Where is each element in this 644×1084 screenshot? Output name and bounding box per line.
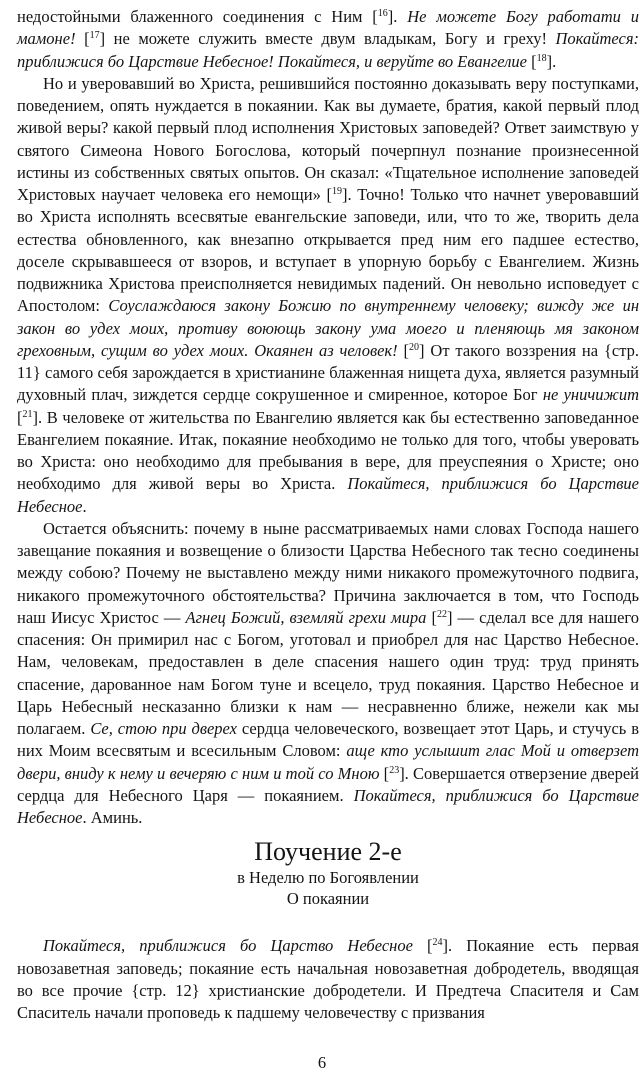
text-run: [ [526, 51, 537, 71]
footnote-ref[interactable]: 19 [331, 186, 342, 197]
footnote-ref[interactable]: 22 [436, 608, 447, 620]
footnote-ref[interactable]: 23 [389, 764, 400, 776]
scripture-quote: аще кто услышит глас Мой и отверзет двери, вниду к нему и вечеряю с ним и той со Мною [17, 741, 639, 783]
text-run: [ [426, 607, 437, 627]
scripture-quote: Покайтеся, приближися бо Царствие Небесное [17, 785, 639, 827]
text-run: ]. [546, 51, 557, 71]
text-run: ] — сделал все для нашего спасения: Он примирил нас с Богом, уготовал и приобрел для нас Царство Небесное. Нам, человекам, предоставлен в деле спасения нашего один труд: труд принять спасение, дарованное нам Богом туне и всецело, труд покаяния. Царство Небесное и Царь Небесный несказанно близки к нам — несравненно ближе, нежели как мы полагаем. [17, 607, 640, 738]
text-run: ]. Совершается отверзение дверей сердца для Небесного Царя — покаянием. [17, 763, 639, 805]
text-run: Но и уверовавший во Христа, решившийся постоянно доказывать веру поступками, поведением, опять нуждается в покаянии. Как вы думаете, братия, какой первый плод живой веры? какой первый плод исполнения Христовых заповедей? Ответ заимствую у святого Симеона Нового Богослова, который почерпнул познание произнесенной истины из собственных святых опытов. Он сказал: «Тщательное исполнение заповедей Христовых научает человека его немощи» [ [17, 73, 639, 204]
scripture-quote: Агнец Божий, вземляй грехи мира [185, 607, 427, 627]
text-run: ]. Покаяние есть первая новозаветная заповедь; покаяние есть начальная новозаветная добродетель, вводящая во все прочие {стр. 12} христианские добродетели. И Предтеча Спасителя и Сам Спаситель начали проповедь к падшему человечеству с призвания [17, 936, 639, 1022]
paragraph-continued [17, 6, 639, 73]
sermon-topic: О покаянии [286, 889, 370, 909]
sermon-heading [17, 837, 639, 909]
text-run: . Аминь. [82, 808, 143, 827]
text-run: Остается объяснить: почему в ныне рассматриваемых нами словах Господа нашего завещание покаяния и возвещение о близости Царства Небесного так тесно соединены между собою? Почему не выставлено между ними никакого промежуточного подвига, никакого промежуточного обстоятельства? Причина заключается в том, что Господь наш Иисус Христос — [17, 518, 639, 627]
sermon-occasion: в Неделю по Богоявлении [237, 868, 419, 888]
paragraph [17, 935, 639, 1024]
scripture-quote: Соуслаждаюся закону Божию по внутреннему человеку; вижду же ин закон во удех моих, противу воюющь закону ума моего и пленяющь мя законом греховным, сущим во удех моих. Окаянен аз человек! [17, 296, 640, 360]
text-run: ]. [387, 7, 408, 26]
text-run: [ [17, 407, 23, 427]
footnote-ref[interactable]: 21 [22, 408, 33, 420]
sermon-title: Поучение 2-е [254, 837, 402, 867]
text-run: ]. Точно! Только что начнет уверовавший во Христа исполнять всесвятые евангельские заповеди, или, что то же, творить дела естества обновленного, как внезапно открывается пред ним его падшее естество, доселе скрывавшееся от взоров, и вступает в упорную борьбу с Евангелием. Жизнь подвижника Христова преисполняется невидимых падений. Он невольно исповедует с Апостолом: [17, 185, 639, 316]
paragraph [17, 73, 639, 518]
footnote-ref[interactable]: 24 [432, 937, 443, 949]
scripture-quote: Се, стою при дверех [90, 719, 237, 738]
text-run: сердца человеческого, возвещает этот Царь, и стучусь в них Моим всесвятым и всесильным Словом: [17, 719, 639, 761]
paragraph [17, 518, 639, 830]
page-number: 6 [317, 1053, 327, 1072]
text-run: ]. В человеке от жительства по Евангелию является как бы естественно заповеданное Евангелием покаяние. Итак, покаяние необходимо не только для того, чтобы уверовать во Христа: оно необходимо для пребывания в вере, для преуспеяния о Христе; оно необходимо для живой веры во Христа. [17, 407, 639, 494]
text-run: [ [412, 936, 433, 956]
text-run: ] От такого воззрения на {стр. 11} самого себя зарождается в христианине блаженная нищета духа, является разумный духовный плач, зиждется сердце сокрушенное и смиренное, которое Бог [17, 340, 639, 405]
footnote-ref[interactable]: 16 [377, 8, 388, 19]
footnote-ref[interactable]: 20 [409, 341, 420, 353]
text-run: [ [75, 29, 90, 49]
spacer [17, 909, 639, 935]
scripture-quote: Покайтеся, приближися бо Царствие Небесное [17, 474, 639, 516]
footnote-ref[interactable]: 18 [536, 52, 547, 64]
text-run: [ [379, 763, 390, 783]
scripture-quote: Покайтеся: приближися бо Царствие Небесное! Покайтеся, и веруйте во Евангелие [17, 29, 639, 71]
text-run: [ [397, 340, 410, 360]
text-run: . [82, 496, 87, 516]
scripture-quote: не уничижит [542, 385, 639, 405]
footnote-ref[interactable]: 17 [89, 30, 100, 42]
text-run: недостойными блаженного соединения с Ним [ [17, 7, 378, 26]
text-run: ] не можете служить вместе двум владыкам, Богу и греху! [99, 29, 556, 49]
scripture-quote: Покайтеся, приближися бо Царство Небесное [43, 936, 413, 956]
scripture-quote: Не можете Богу работати и мамоне! [17, 7, 639, 49]
